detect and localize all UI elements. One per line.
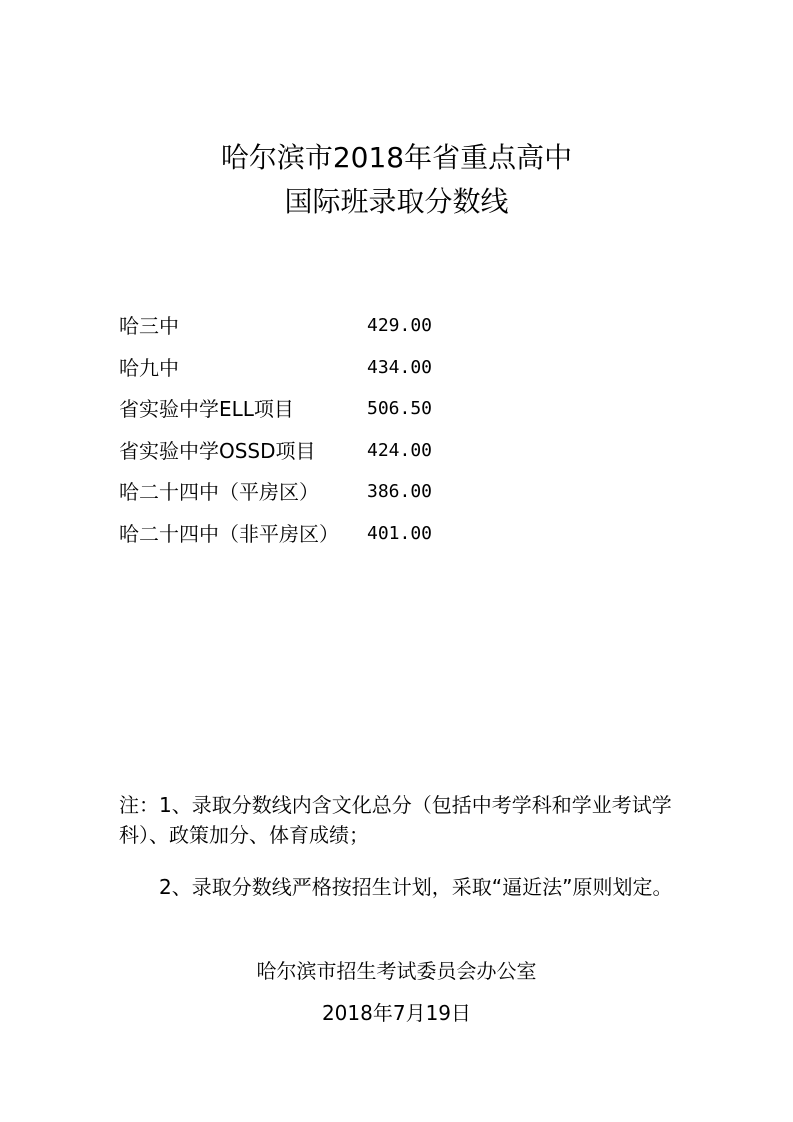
note-2: 2、录取分数线严格按招生计划，采取“逼近法”原则划定。 [159,875,673,899]
document-title-line-1: 哈尔滨市2018年省重点高中 [220,141,573,174]
score-row [119,435,679,477]
score-value: 424.00 [367,439,433,461]
school-name: 哈二十四中（平房区） [119,480,319,504]
school-name: 哈九中 [119,355,179,380]
score-value: 434.00 [367,356,433,378]
score-row [119,352,679,394]
score-row [119,393,679,435]
score-value: 506.50 [367,398,433,419]
school-name: 省实验中学ELL项目 [119,397,294,421]
score-value: 386.00 [367,481,433,502]
score-value: 401.00 [367,522,433,544]
score-value: 429.00 [367,315,433,336]
score-row [119,518,679,560]
document-title-line-2: 国际班录取分数线 [284,185,509,218]
note-1: 注：1、录取分数线内含文化总分（包括中考学科和学业考试学科）、政策加分、体育成绩； [119,793,672,847]
issuer: 哈尔滨市招生考试委员会办公室 [256,959,537,983]
school-name: 哈二十四中（非平房区） [119,521,339,546]
school-name: 省实验中学OSSD项目 [119,438,316,463]
issue-date: 2018年7月19日 [321,1001,472,1025]
school-name: 哈三中 [119,314,179,338]
score-list [119,310,679,559]
score-row [119,310,679,352]
score-row [119,476,679,518]
